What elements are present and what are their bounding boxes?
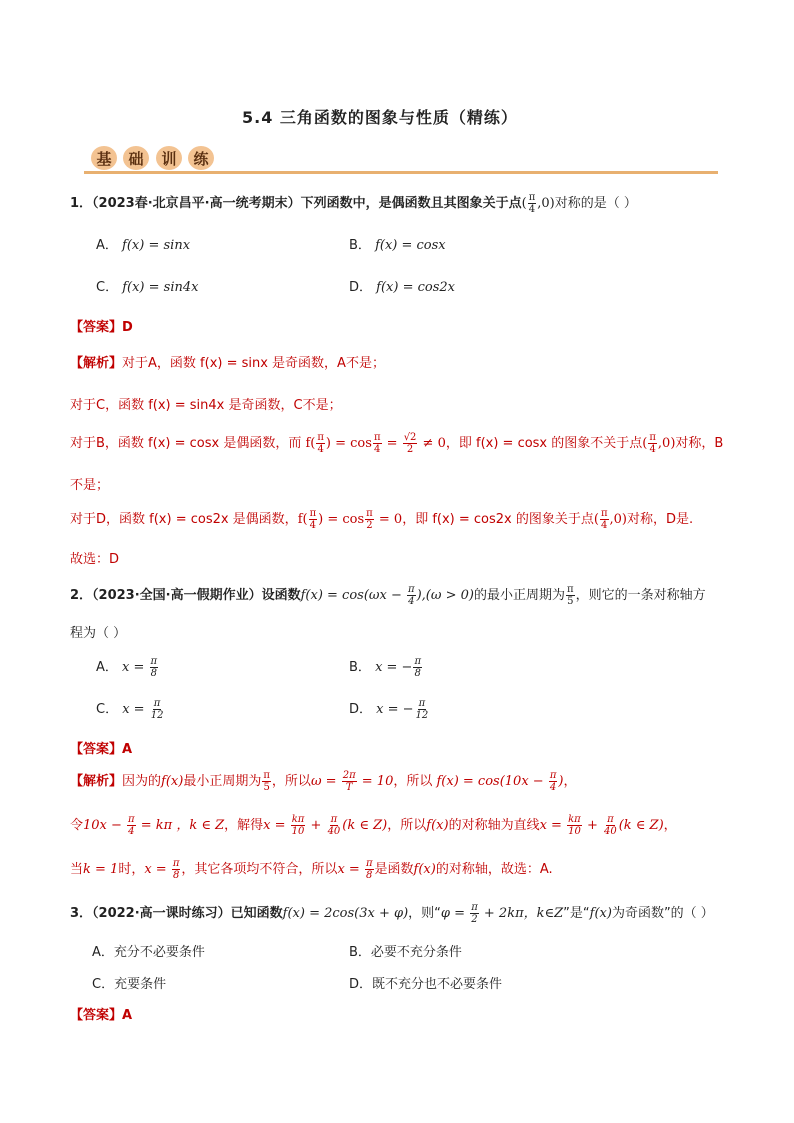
q3-option-b: B．必要不充分条件 [349, 945, 462, 960]
q3-answer: 【答案】A [70, 1008, 133, 1023]
q1-option-d: D． f(x) = cos2x [349, 280, 455, 295]
q1-option-c: C． f(x) = sin4x [96, 280, 199, 295]
q2-solution-line-3: 当k = 1时，x = $\frac{\pi}{8}$ ，其它各项均不符合，所以x = $\frac{\pi}{8}$ 是函数f(x)的对称轴，故选：A. [70, 858, 553, 881]
banner-char-2: 础 [123, 146, 149, 170]
q3-option-a: A．充分不必要条件 [92, 945, 205, 960]
q1-answer: 【答案】D [70, 320, 133, 335]
q2-option-a: A． x = $\frac{\pi}{8}$ [96, 656, 158, 679]
q2-solution-line-1: 【解析】因为的f(x)最小正周期为 $\frac{\pi}{5}$ ，所以ω = $\frac{2\pi}{T}$ = 10，所以 f(x) = cos(10x − $\frac{\pi}{4}$ )， [70, 770, 577, 793]
q2-option-c: C． x = $\frac{\pi}{12}$ [96, 698, 164, 721]
section-divider [84, 171, 718, 174]
q2-answer: 【答案】A [70, 742, 133, 757]
q1-solution-line-6: 故选：D [70, 552, 120, 567]
q1-solution-line-3: 对于B，函数 f(x) = cosx 是偶函数，而 f( $\frac{\pi}{4}$ ) = cos $\frac{\pi}{4}$ = $\frac{√2}{2}$ ≠ 0，即 f(x) = cosx 的图象不关于点( $\frac{\pi}{4}$ ,0)对称，B [70, 432, 724, 455]
q3-option-d: D．既不充分也不必要条件 [349, 977, 503, 992]
q1-option-a: A． f(x) = sinx [96, 238, 191, 253]
page-title: 5.4 三角函数的图象与性质（精练） [242, 108, 518, 127]
q1-solution-line-1: 【解析】对于A，函数 f(x) = sinx 是奇函数，A不是； [70, 356, 385, 371]
q2-option-b: B． x = − $\frac{\pi}{8}$ [349, 656, 422, 679]
banner-char-4: 练 [188, 146, 214, 170]
q2-stem-line-1: 2．（2023·全国·高一假期作业）设函数f(x) = cos(ωx − $\frac{\pi}{4}$ ),(ω > 0)的最小正周期为 $\frac{\pi}{5}$ ，则它的一条对称轴方 [70, 584, 706, 607]
q2-option-d: D． x = − $\frac{\pi}{12}$ [349, 698, 429, 721]
q3-option-c: C．充要条件 [92, 977, 167, 992]
q1-solution-line-2: 对于C，函数 f(x) = sin4x 是奇函数，C不是； [70, 398, 342, 413]
banner-char-3: 训 [156, 146, 182, 170]
q1-stem: 1．（2023春·北京昌平·高一统考期末）下列函数中，是偶函数且其图象关于点( $\frac{\pi}{4}$ ,0)对称的是（ ） [70, 192, 637, 215]
q1-solution-line-5: 对于D，函数 f(x) = cos2x 是偶函数，f( $\frac{\pi}{4}$ ) = cos $\frac{\pi}{2}$ = 0，即 f(x) = cos2x 的图象关于点( $\frac{\pi}{4}$ ,0)对称，D是. [70, 508, 694, 531]
q2-stem-line-2: 程为（ ） [70, 626, 127, 641]
q2-solution-line-2: 令10x − $\frac{\pi}{4}$ = kπ ，k ∈ Z，解得x = $\frac{k\pi}{10}$ + $\frac{\pi}{40}$ (k ∈ Z)，所以f(x)的对称轴为直线x = $\frac{k\pi}{10}$ + $\frac{\pi}{40}$ (k ∈ Z)， [70, 814, 677, 837]
q1-solution-line-4: 不是； [70, 478, 110, 493]
banner-char-1: 基 [91, 146, 117, 170]
q1-option-b: B． f(x) = cosx [349, 238, 446, 253]
q3-stem: 3．（2022·高一课时练习）已知函数f(x) = 2cos(3x + φ)，则“φ = $\frac{\pi}{2}$ + 2kπ，k∈Z”是“f(x)为奇函数”的（ ） [70, 902, 714, 925]
